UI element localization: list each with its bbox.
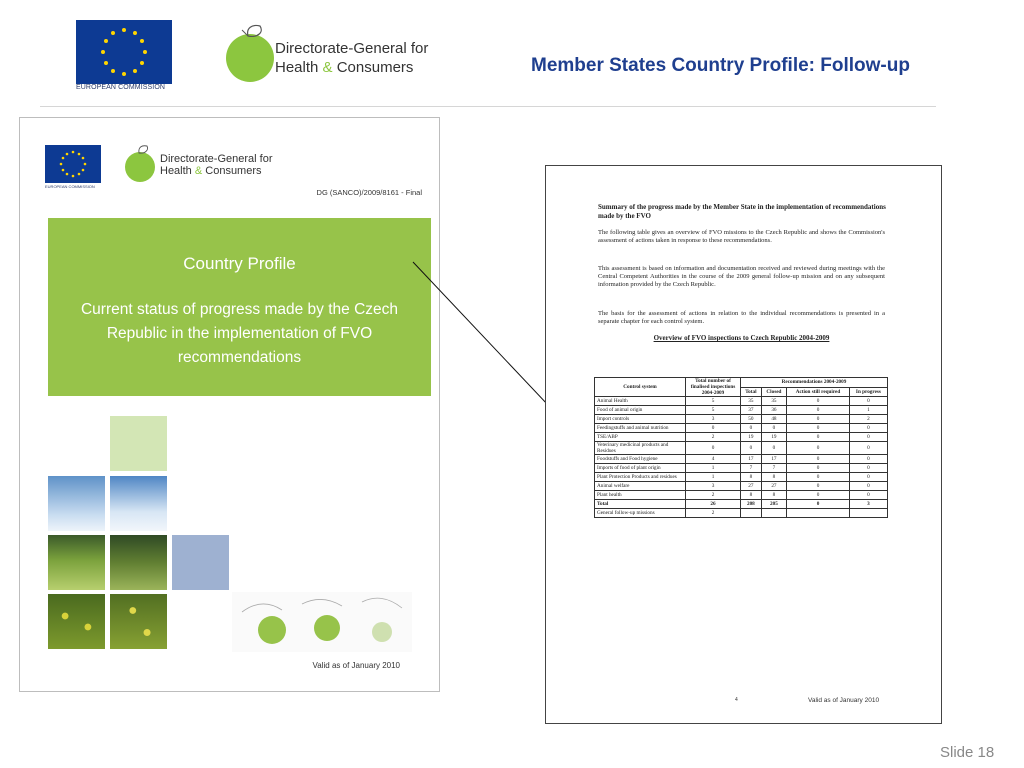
table-cell-value: 2 [849,415,887,424]
summary-heading: Summary of the progress made by the Member State in the implementation of recommendations made by the FVO [598,203,886,220]
dg-name-line2: Health & Consumers [275,59,414,76]
table-cell-value: 1 [849,406,887,415]
summary-paragraph-1: The following table gives an overview of FVO missions to the Czech Republic and shows the Commission's assessment of actions taken in response to these recommendations. [598,229,885,244]
table-row [595,509,888,518]
table-cell-value: 0 [787,433,850,442]
table-cell-value: 26 [686,500,741,509]
table-cell-label: TSE/ABP [595,433,686,442]
table-cell-label: Total [595,500,686,509]
table-cell-label: Animal Health [595,397,686,406]
table-cell-value: 0 [849,473,887,482]
cover-valid-date: Valid as of January 2010 [312,661,400,670]
table-cell-label: General follow-up missions [595,509,686,518]
summary-paragraph-2: This assessment is based on information and documentation received and reviewed during meetings with the Central Competent Authorities in the course of the 2009 general follow-up mission and on any subsequent information provided by the Czech Republic. [598,265,885,288]
table-cell-value: 0 [686,442,741,455]
table-cell-value: 3 [849,500,887,509]
table-cell-label: Plant Protection Products and residues [595,473,686,482]
table-row [595,424,888,433]
table-cell-label: Import controls [595,415,686,424]
table-cell-value: 36 [761,406,786,415]
table-cell-value: 0 [787,464,850,473]
summary-paragraph-3: The basis for the assessment of actions in relation to the individual recommendations is presented in a separate chapter for each control system. [598,310,885,325]
cover-reference: DG (SANCO)/2009/8161 - Final [316,188,422,197]
table-cell-label: Animal welfare [595,482,686,491]
table-cell-value: 0 [761,442,786,455]
table-cell-value: 0 [849,433,887,442]
table-cell-value: 0 [787,442,850,455]
table-row [595,482,888,491]
cover-eu-caption: EUROPEAN COMMISSION [45,184,95,189]
table-cell-value: 0 [787,491,850,500]
table-row [595,442,888,455]
table-cell-value: 37 [741,406,762,415]
header-total-inspections: Total number of finalised inspections 2004-2009 [686,378,741,397]
table-cell-value: 8 [761,473,786,482]
table-cell-value: 48 [761,415,786,424]
table-cell-value: 3 [686,482,741,491]
table-cell-label: Imports of food of plant origin [595,464,686,473]
table-cell-value: 8 [741,473,762,482]
table-row [595,415,888,424]
header-control-system: Control system [595,378,686,397]
table-cell-value: 35 [741,397,762,406]
table-row [595,473,888,482]
table-row [595,491,888,500]
table-cell-label: Feedingstuffs and animal nutrition [595,424,686,433]
page-number: 4 [735,697,738,703]
fvo-inspections-table [594,377,888,518]
table-cell-value: 4 [686,455,741,464]
table-cell-value: 7 [741,464,762,473]
table-cell-value: 27 [761,482,786,491]
table-title: Overview of FVO inspections to Czech Republic 2004-2009 [653,334,830,342]
table-cell-value: 0 [787,482,850,491]
table-cell-value: 8 [741,491,762,500]
table-cell-value: 205 [761,500,786,509]
slide-title: Member States Country Profile: Follow-up [531,55,910,76]
table-cell-value: 35 [761,397,786,406]
table-cell-value: 19 [761,433,786,442]
table-cell-value: 0 [849,442,887,455]
eu-caption: EUROPEAN COMMISSION [76,84,166,91]
table-cell-value: 5 [686,406,741,415]
table-cell-value: 0 [849,397,887,406]
table-cell-value: 0 [787,397,850,406]
table-cell-value: 27 [741,482,762,491]
slide-number: Slide 18 [940,744,995,761]
header-recommendations: Recommendations 2004-2009 [741,378,888,388]
table-cell-value: 8 [761,491,786,500]
table-cell-value: 0 [849,482,887,491]
table-cell-value: 17 [741,455,762,464]
header-in-progress: In progress [849,387,887,397]
table-cell-value: 5 [686,397,741,406]
table-cell-label: Plant health [595,491,686,500]
header-action-required: Action still required [787,387,850,397]
table-cell-value: 0 [849,491,887,500]
dg-name-line1: Directorate-General for [275,40,429,57]
table-cell-value: 0 [787,473,850,482]
table-cell-value: 0 [787,406,850,415]
table-cell-value: 208 [741,500,762,509]
cover-title: Country Profile [183,254,296,273]
table-cell-value: 7 [761,464,786,473]
table-row [595,397,888,406]
table-cell-value: 0 [686,424,741,433]
table-cell-value: 2 [686,491,741,500]
table-cell-value: 0 [849,455,887,464]
table-cell-value: 0 [849,424,887,433]
header-closed: Closed [761,387,786,397]
cover-dg-line2: Health & Consumers [160,165,262,177]
table-cell-value: 1 [686,464,741,473]
cover-dg-line1: Directorate-General for [160,153,273,165]
table-cell-value [741,509,762,518]
table-cell-value: 19 [741,433,762,442]
table-cell-value: 0 [741,424,762,433]
table-cell-value: 0 [741,442,762,455]
table-cell-label: Veterinary medicinal products and Residues [595,442,686,455]
table-cell-value: 17 [761,455,786,464]
table-cell-value: 50 [741,415,762,424]
table-cell-value: 0 [787,424,850,433]
table-cell-label: Foodstuffs and Food hygiene [595,455,686,464]
table-cell-value [849,509,887,518]
table-cell-value [787,509,850,518]
table-row [595,455,888,464]
table-cell-value: 0 [849,464,887,473]
table-cell-value: 0 [761,424,786,433]
table-cell-value: 0 [787,500,850,509]
table-row [595,433,888,442]
table-cell-value: 1 [686,473,741,482]
table-row [595,464,888,473]
table-cell-value: 3 [686,415,741,424]
table-cell-value: 0 [787,415,850,424]
table-cell-value: 2 [686,509,741,518]
table-cell-value [761,509,786,518]
table-row [595,406,888,415]
table-cell-value: 0 [787,455,850,464]
table-cell-label: Food of animal origin [595,406,686,415]
header-total: Total [741,387,762,397]
cover-subtitle: Current status of progress made by the Czech Republic in the implementation of FVO recommendations [80,301,399,366]
table-row [595,500,888,509]
page-valid-date: Valid as of January 2010 [808,697,880,704]
table-cell-value: 2 [686,433,741,442]
